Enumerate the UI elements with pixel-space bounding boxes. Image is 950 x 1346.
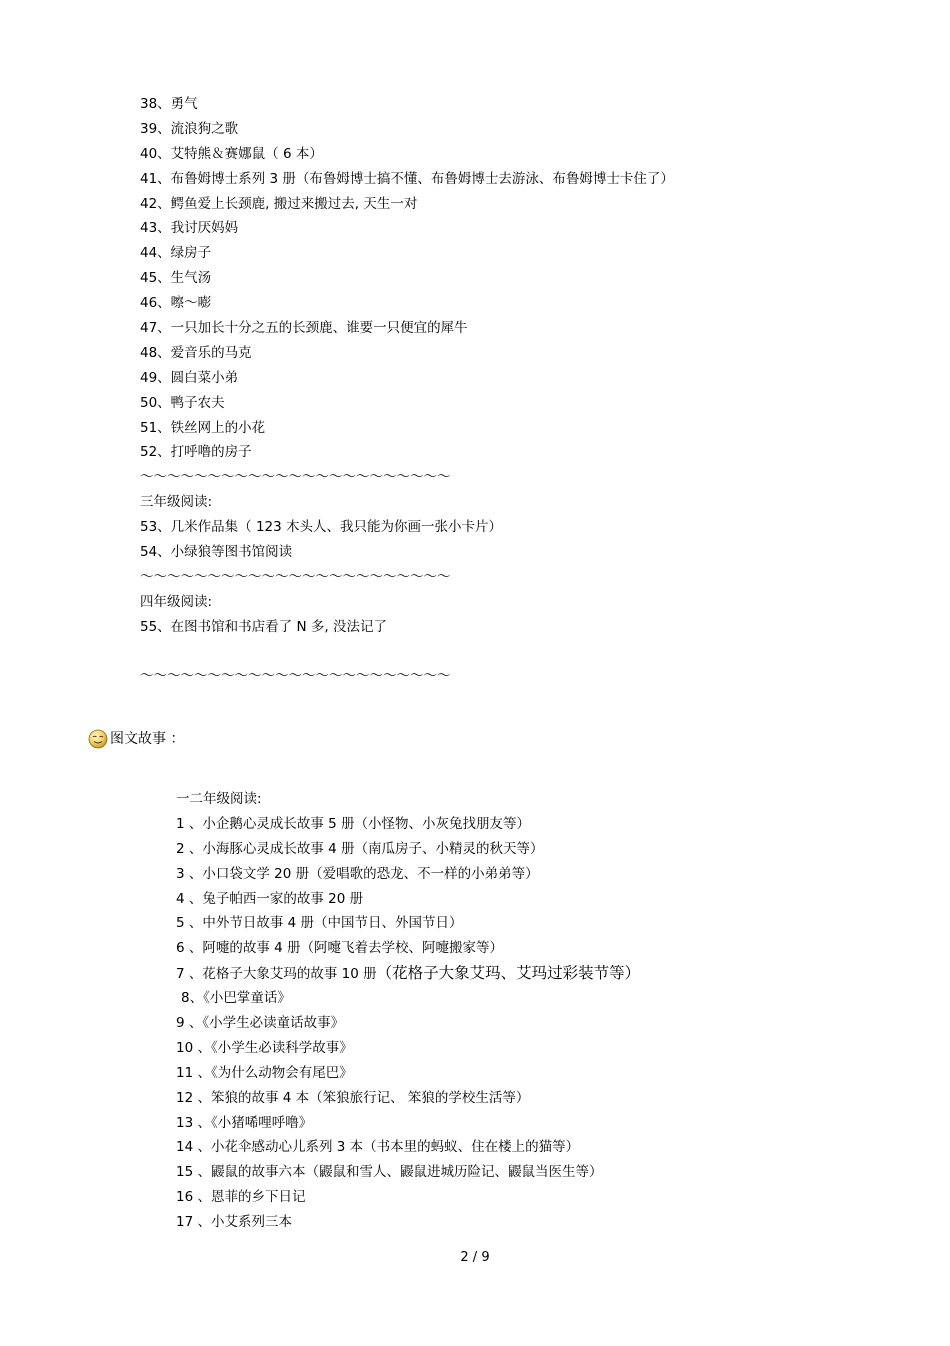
list-item: 38、勇气 (140, 96, 198, 112)
page-number: 2 / 9 (460, 1250, 490, 1265)
grade-heading: 一二年级阅读: (176, 791, 262, 807)
list-item: 47、一只加长十分之五的长颈鹿、谁要一只便宜的犀牛 (140, 320, 468, 337)
list-item: 2 、小海豚心灵成长故事 4 册（南瓜房子、小精灵的秋天等） (176, 840, 544, 857)
list-item: 17 、小艾系列三本 (176, 1214, 292, 1231)
list-item: 44、绿房子 (140, 245, 212, 262)
book-list-upper (140, 92, 674, 689)
list-item: 51、铁丝网上的小花 (140, 419, 266, 436)
section-heading (88, 727, 184, 751)
list-item: 4 、兔子帕西一家的故事 20 册 (176, 890, 364, 907)
tilde-divider: ～～～～～～～～～～～～～～～～～～～～～～～ (140, 668, 451, 685)
list-item: 54、小绿狼等图书馆阅读 (140, 544, 293, 561)
tilde-divider: ～～～～～～～～～～～～～～～～～～～～～～～ (140, 469, 451, 486)
list-item: 53、几米作品集（ 123 木头人、我只能为你画一张小卡片） (140, 519, 503, 536)
list-item-main: 7 、花格子大象艾玛的故事 10 册 (176, 966, 377, 983)
list-item: 39、流浪狗之歌 (140, 120, 239, 137)
smiley-emoticon-icon (88, 729, 108, 749)
list-item: 12 、笨狼的故事 4 本（笨狼旅行记、 笨狼的学校生活等） (176, 1089, 530, 1106)
list-item: 1 、小企鹅心灵成长故事 5 册（小怪物、小灰兔找朋友等） (176, 815, 531, 832)
list-item-detail: （花格子大象艾玛、艾玛过彩装节等） (376, 964, 641, 983)
list-item: 48、爱音乐的马克 (140, 344, 252, 361)
grade-heading: 三年级阅读: (140, 494, 213, 511)
list-item: 10 、《小学生必读科学故事》 (176, 1039, 353, 1056)
picture-story-list (176, 787, 640, 1235)
list-item: 40、艾特熊＆赛娜鼠（ 6 本） (140, 145, 323, 162)
list-item: 13 、《小猪唏哩呼噜》 (176, 1114, 313, 1131)
list-item: 15 、鼹鼠的故事六本（鼹鼠和雪人、鼹鼠进城历险记、鼹鼠当医生等） (176, 1164, 603, 1181)
list-item: 5 、中外节日故事 4 册（中国节日、外国节日） (176, 915, 463, 932)
list-item: 11 、《为什么动物会有尾巴》 (176, 1064, 353, 1081)
list-item: 43、我讨厌妈妈 (140, 220, 239, 237)
tilde-divider: ～～～～～～～～～～～～～～～～～～～～～～～ (140, 568, 451, 585)
list-item: 14 、小花伞感动心儿系列 3 本（书本里的蚂蚁、住在楼上的猫等） (176, 1139, 580, 1156)
section-title: 图文故事 ： (110, 731, 185, 747)
list-item: 6 、阿嚏的故事 4 册（阿嚏飞着去学校、阿嚏搬家等） (176, 940, 504, 957)
list-item: 46、嚓～嘭 (140, 295, 212, 312)
list-item: 45、生气汤 (140, 270, 212, 287)
list-item: 9 、《小学生必读童话故事》 (176, 1015, 345, 1032)
list-item: 3 、小口袋文学 20 册（爱唱歌的恐龙、不一样的小弟弟等） (176, 865, 539, 882)
list-item: 55、在图书馆和书店看了 N 多, 没法记了 (140, 618, 387, 635)
list-item: 42、鳄鱼爱上长颈鹿, 搬过来搬过去, 天生一对 (140, 195, 418, 212)
blank-line (140, 640, 674, 665)
list-item: 52、打呼噜的房子 (140, 444, 252, 461)
list-item: 49、圆白菜小弟 (140, 369, 239, 386)
grade-heading: 四年级阅读: (140, 593, 213, 610)
list-item: 16 、恩菲的乡下日记 (176, 1189, 306, 1206)
list-item: 8、《小巴掌童话》 (181, 990, 291, 1007)
list-item: 50、鸭子农夫 (140, 394, 225, 411)
list-item: 41、布鲁姆博士系列 3 册（布鲁姆博士搞不懂、布鲁姆博士去游泳、布鲁姆博士卡住了） (140, 170, 674, 187)
list-item (176, 961, 640, 986)
